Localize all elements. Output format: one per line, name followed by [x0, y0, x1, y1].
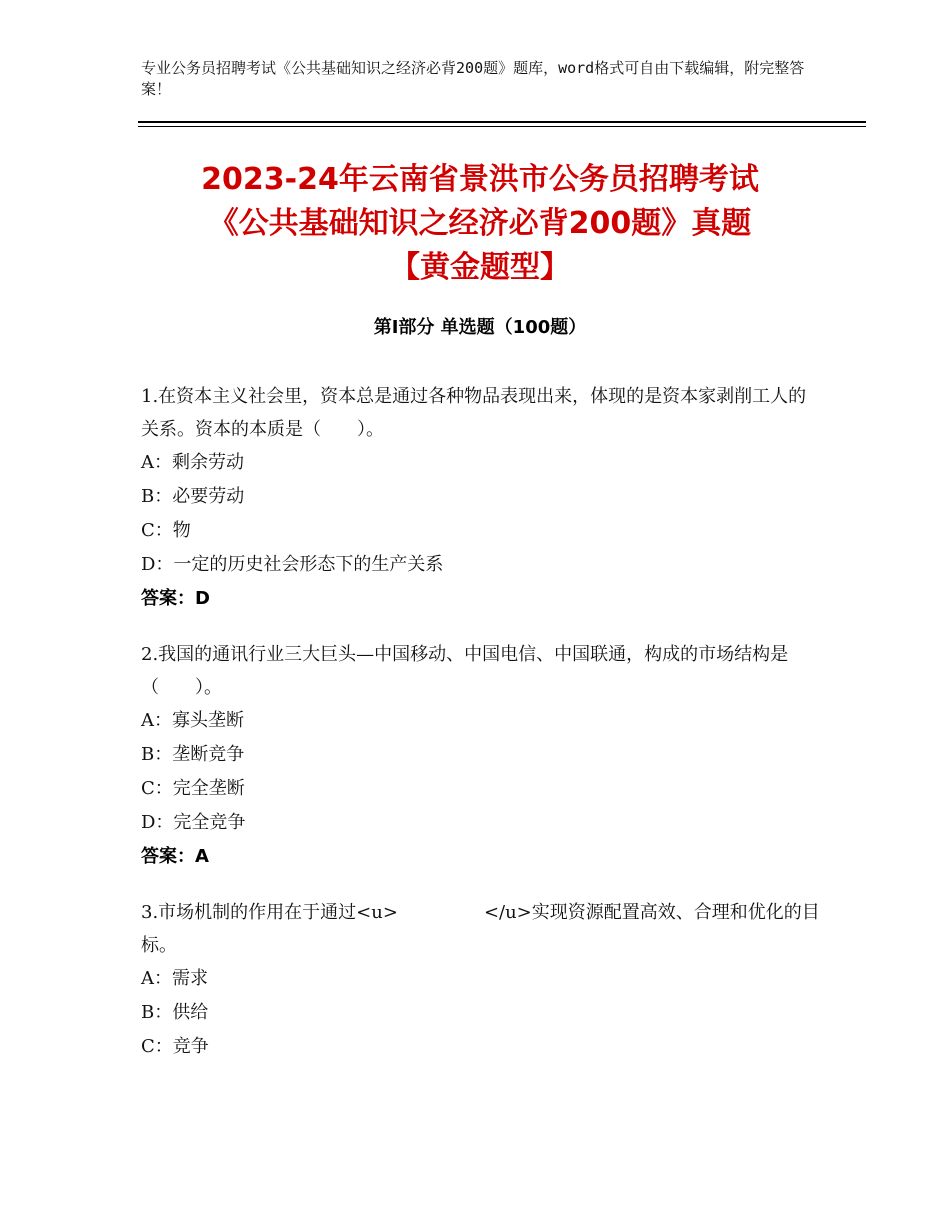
stem-part-after: </u>实现资源配置高效、合理和优化的目标。 — [141, 902, 820, 956]
option-b: B：垄断竞争 — [141, 744, 245, 765]
title-line-1: 2023-24年云南省景洪市公务员招聘考试 — [201, 162, 759, 197]
title-line-3: 【黄金题型】 — [390, 250, 570, 285]
question-3 — [141, 896, 821, 1064]
stem-part-before: 3.市场机制的作用在于通过<u> — [141, 902, 398, 923]
answer-label: 答案：A — [141, 846, 209, 867]
answer-label: 答案：D — [141, 588, 210, 609]
option-b: B：必要劳动 — [141, 486, 245, 507]
option-a: A：剩余劳动 — [141, 452, 244, 473]
section-title: 第Ⅰ部分 单选题（100题） — [373, 317, 587, 338]
question-stem — [141, 896, 821, 962]
header-rule-thin — [138, 126, 866, 127]
question-stem: 2.我国的通讯行业三大巨头—中国移动、中国电信、中国联通，构成的市场结构是（ ）。 — [141, 644, 789, 698]
question-2 — [141, 638, 821, 874]
question-stem: 1.在资本主义社会里，资本总是通过各种物品表现出来，体现的是资本家剥削工人的关系。资本的本质是（ ）。 — [141, 386, 807, 440]
question-1 — [141, 380, 821, 616]
option-d: D：完全竞争 — [141, 812, 246, 833]
option-b: B：供给 — [141, 1002, 209, 1023]
option-c: C：竞争 — [141, 1036, 209, 1057]
document-title — [120, 158, 840, 290]
question-list — [141, 380, 821, 1086]
option-d: D：一定的历史社会形态下的生产关系 — [141, 554, 444, 575]
option-c: C：完全垄断 — [141, 778, 245, 799]
header-note: 专业公务员招聘考试《公共基础知识之经济必背200题》题库，word格式可自由下载编辑，附完整答案！ — [141, 59, 805, 98]
title-line-2: 《公共基础知识之经济必背200题》真题 — [208, 206, 752, 241]
header-rule-thick — [138, 121, 866, 123]
option-a: A：寡头垄断 — [141, 710, 244, 731]
option-a: A：需求 — [141, 968, 208, 989]
option-c: C：物 — [141, 520, 191, 541]
